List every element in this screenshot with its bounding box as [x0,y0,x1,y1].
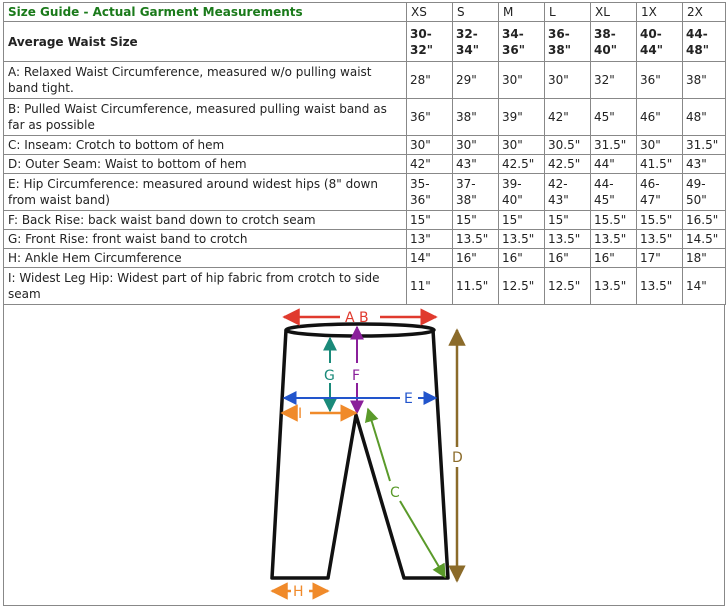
table-title: Size Guide - Actual Garment Measurements [4,3,407,22]
measure-i [282,406,356,422]
measurement-value: 15.5" [591,211,637,230]
measurement-value: 15" [499,211,545,230]
label-c: C [390,485,400,501]
measurement-value: 35-36" [407,174,453,211]
size-guide-table [3,2,726,305]
measurement-value: 30" [407,136,453,155]
measurement-value: 15" [407,211,453,230]
measurement-value: 32" [591,62,637,99]
measurement-value: 42" [545,99,591,136]
measurement-label: C: Inseam: Crotch to bottom of hem [4,136,407,155]
measure-h [272,584,328,600]
measurement-value: 13.5" [499,230,545,249]
measurement-row [4,268,726,305]
measurement-value: 49-50" [683,174,726,211]
pants-diagram [3,305,725,606]
measurement-label: E: Hip Circumference: measured around widest hips (8" down from waist band) [4,174,407,211]
measurement-row [4,230,726,249]
waist-value: 38-40" [591,22,637,62]
measurement-label: D: Outer Seam: Waist to bottom of hem [4,155,407,174]
waist-value: 32-34" [453,22,499,62]
label-g: G [324,368,335,384]
measurement-value: 14" [407,249,453,268]
label-e: E [404,391,413,407]
waist-value: 30-32" [407,22,453,62]
size-header: S [453,3,499,22]
waist-label: Average Waist Size [4,22,407,62]
measurement-value: 13.5" [545,230,591,249]
measurement-value: 11.5" [453,268,499,305]
measurement-row [4,249,726,268]
measurement-value: 17" [637,249,683,268]
waist-value: 34-36" [499,22,545,62]
measurement-value: 44-45" [591,174,637,211]
measurement-label: A: Relaxed Waist Circumference, measured w/o pulling waist band tight. [4,62,407,99]
measurement-value: 41.5" [637,155,683,174]
measurement-value: 39" [499,99,545,136]
measurement-value: 16" [499,249,545,268]
measurement-value: 30" [499,136,545,155]
waist-value: 44-48" [683,22,726,62]
size-header: 1X [637,3,683,22]
measurement-row [4,99,726,136]
size-header: XL [591,3,637,22]
measurement-value: 43" [683,155,726,174]
measurement-value: 15.5" [637,211,683,230]
size-guide [3,2,725,605]
measurement-value: 30.5" [545,136,591,155]
measurement-value: 18" [683,249,726,268]
waist-value: 36-38" [545,22,591,62]
pants-outline [272,324,448,578]
measurement-value: 39-40" [499,174,545,211]
measurement-value: 31.5" [683,136,726,155]
measurement-value: 37-38" [453,174,499,211]
measurement-value: 16" [453,249,499,268]
measurement-value: 30" [545,62,591,99]
size-header: 2X [683,3,726,22]
measurement-value: 13" [407,230,453,249]
measure-g [324,338,335,411]
measure-d [452,330,463,581]
measurement-value: 14" [683,268,726,305]
measurement-value: 42.5" [545,155,591,174]
measurement-value: 48" [683,99,726,136]
measure-f [352,327,360,413]
measurement-value: 30" [637,136,683,155]
measurement-row [4,136,726,155]
header-row [4,3,726,22]
measurement-value: 30" [453,136,499,155]
measurement-value: 13.5" [591,230,637,249]
measurement-value: 45" [591,99,637,136]
measurement-label: F: Back Rise: back waist band down to crotch seam [4,211,407,230]
measurement-value: 12.5" [499,268,545,305]
measurement-label: H: Ankle Hem Circumference [4,249,407,268]
measurement-value: 42" [407,155,453,174]
size-header: L [545,3,591,22]
measurement-value: 36" [407,99,453,136]
measure-ab [284,310,436,326]
measurement-value: 38" [453,99,499,136]
measurement-row [4,155,726,174]
label-f: F [352,368,361,384]
measure-e [284,391,436,407]
measurement-value: 15" [453,211,499,230]
measurement-value: 46" [637,99,683,136]
measurement-value: 13.5" [637,268,683,305]
measurement-value: 13.5" [591,268,637,305]
measurement-value: 42.5" [499,155,545,174]
measurement-value: 12.5" [545,268,591,305]
measurement-value: 44" [591,155,637,174]
measurement-row [4,211,726,230]
measurement-row [4,62,726,99]
measurement-value: 16.5" [683,211,726,230]
measurement-value: 29" [453,62,499,99]
measurement-value: 15" [545,211,591,230]
measurement-row [4,174,726,211]
measurement-value: 13.5" [453,230,499,249]
measurement-label: G: Front Rise: front waist band to crotch [4,230,407,249]
measurement-value: 16" [591,249,637,268]
pants-diagram-svg [4,305,724,605]
waist-row [4,22,726,62]
measurement-value: 30" [499,62,545,99]
measurement-value: 31.5" [591,136,637,155]
measurement-value: 36" [637,62,683,99]
label-i: I [298,406,303,422]
size-header: M [499,3,545,22]
measurement-value: 16" [545,249,591,268]
measurement-value: 43" [453,155,499,174]
measurement-value: 14.5" [683,230,726,249]
measurement-value: 42-43" [545,174,591,211]
measurement-value: 46-47" [637,174,683,211]
measurement-label: I: Widest Leg Hip: Widest part of hip fabric from crotch to side seam [4,268,407,305]
waist-value: 40-44" [637,22,683,62]
measurement-value: 11" [407,268,453,305]
label-ab: A B [345,310,369,326]
measurement-value: 13.5" [637,230,683,249]
label-d: D [452,450,463,466]
measurement-value: 38" [683,62,726,99]
measurement-label: B: Pulled Waist Circumference, measured pulling waist band as far as possible [4,99,407,136]
size-header: XS [407,3,453,22]
label-h: H [293,584,304,600]
measurement-value: 28" [407,62,453,99]
